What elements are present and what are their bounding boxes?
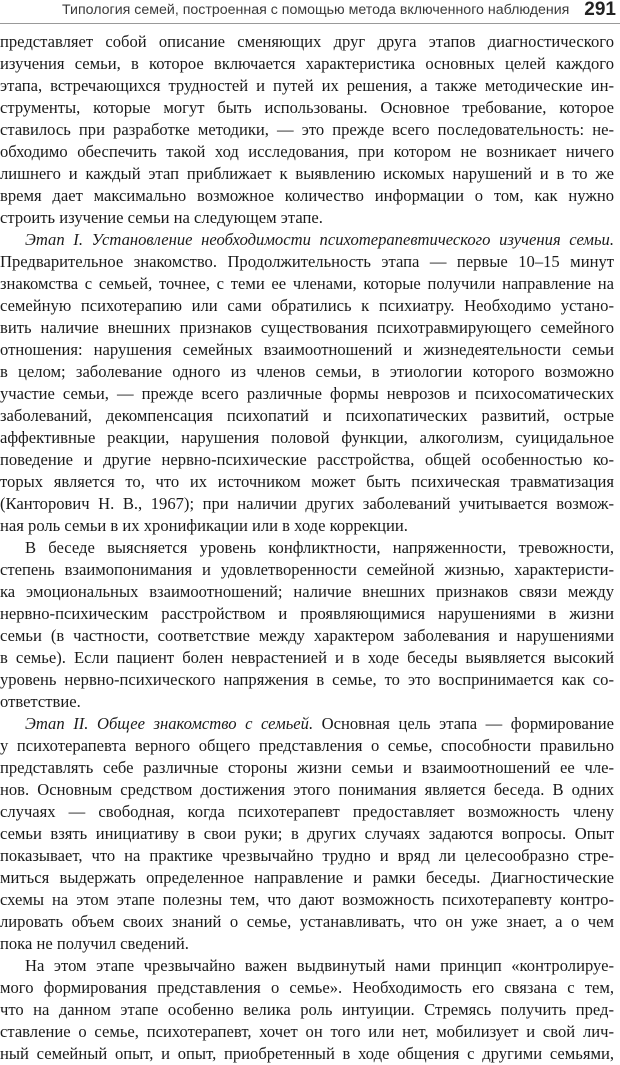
- stage-2-heading: Этап II. Общее знакомство с семьей.: [25, 714, 314, 733]
- text-line: в целом; заболевание одного из членов семьи, в этиологии которого возможно: [0, 362, 614, 381]
- text-line: представлять себе различные стороны жизни семьи и взаимоотношений ее чле-: [0, 758, 614, 777]
- text-line: торых является то, что их источником может быть психическая травматизация: [0, 472, 614, 491]
- text-line: лишнего и каждый этап приближает к выявлению искомых нарушений и в то же: [0, 164, 614, 183]
- text-line: схемы на этом этапе полезны тем, что дают возможность психотерапевту контро-: [0, 890, 614, 909]
- text-line: (Канторович Н. В., 1967); при наличии других заболеваний учитывается возмож-: [0, 494, 614, 513]
- text-line: у психотерапевта верного общего представления о семье, способности правильно: [0, 736, 614, 755]
- text-line: ная роль семьи в их хронификации или в ходе коррекции.: [0, 516, 408, 535]
- text-line: лировать объем своих знаний о семье, устанавливать, что он уже знает, а о чем: [0, 912, 614, 931]
- text-line: ставление о семье, психотерапевт, хочет он того или нет, мобилизует и свой лич-: [0, 1022, 614, 1041]
- text-line: в семье). Если пациент болен неврастенией и в ходе беседы выявляется высокий: [0, 648, 614, 667]
- text-line: строить изучение семьи на следующем этапе.: [0, 208, 323, 227]
- text-line: степень взаимопонимания и удовлетворенности семейной жизнью, характеристи-: [0, 560, 614, 579]
- text-line: В беседе выясняется уровень конфликтности, напряженности, тревожности,: [25, 538, 614, 557]
- text-line: заболеваний, декомпенсация психопатий и психопатических развитий, острые: [0, 406, 614, 425]
- text-line: этапа, встречающихся трудностей и путей их решения, а также методические ин-: [0, 76, 614, 95]
- text-line: ка эмоциональных взаимоотношений; наличие внешних признаков связи между: [0, 582, 614, 601]
- text-line: время дает максимально возможное количество информации о том, как нужно: [0, 186, 614, 205]
- text-line: обходимо обеспечить такой ход исследования, при котором не возникает ничего: [0, 142, 614, 161]
- text-line: показывает, что на практике чрезвычайно трудно и вряд ли целесообразно стре-: [0, 846, 614, 865]
- text-line: аффективные реакции, нарушения половой функции, алкоголизм, суицидальное: [0, 428, 614, 447]
- stage-2-first-line: [0, 713, 614, 735]
- text-line: миться выдержать определенное направление и рамки беседы. Диагностические: [0, 868, 614, 887]
- text-line: мого формирования представления о семье». Необходимость его связана с тем,: [0, 978, 614, 997]
- text-line: ответствие.: [0, 692, 81, 711]
- text-line: представляет собой описание сменяющих друг друга этапов диагностического: [0, 32, 614, 51]
- stage-1-heading: Этап I. Установление необходимости психотерапевтического изучения семьи.: [25, 230, 614, 249]
- running-title: Типология семей, построенная с помощью метода включенного наблюдения: [62, 2, 570, 18]
- page-number: 291: [584, 0, 616, 20]
- text-line: семьи взять инициативу в свои руки; в других случаях задаются вопросы. Опыт: [0, 824, 614, 843]
- text-line: нов. Основным средством достижения этого понимания является беседа. В одних: [0, 780, 614, 799]
- text-line: что на данном этапе особенно велика роль интуиции. Стремясь получить пред-: [0, 1000, 614, 1019]
- text-line: поведение и другие нервно-психические расстройства, общей особенностью ко-: [0, 450, 614, 469]
- text-line: нервно-психическим расстройством и проявляющимися нарушениями в жизни: [0, 604, 614, 623]
- text-line: вить наличие внешних признаков существования психотравмирующего семейного: [0, 318, 614, 337]
- text-line: пока не получил сведений.: [0, 934, 189, 953]
- text-line: уровень нервно-психического напряжения в семье, то это воспринимается как со-: [0, 670, 614, 689]
- page-header: [0, 0, 620, 26]
- text-line: случаях — свободная, когда психотерапевт предоставляет возможность члену: [0, 802, 614, 821]
- text-line: ный семейный опыт, и опыт, приобретенный в ходе общения с другими семьями,: [0, 1044, 614, 1063]
- text-line: знакомства с семьей, точнее, с теми ее членами, которые получили направление на: [0, 274, 614, 293]
- text-line: изучения семьи, в которое включается характеристика основных целей каждого: [0, 54, 614, 73]
- header-rule: [0, 23, 620, 24]
- text-line: ставилось при разработке методики, — это прежде всего последовательность: не-: [0, 120, 614, 139]
- text-line: струменты, которые могут быть использованы. Основное требование, которое: [0, 98, 614, 117]
- text-line: На этом этапе чрезвычайно важен выдвинутый нами принцип «контролируе-: [25, 956, 614, 975]
- text-line: участие семьи, — прежде всего различные формы неврозов и психосоматических: [0, 384, 614, 403]
- text-line: семьи (в частности, соответствие между характером заболевания и нарушениями: [0, 626, 614, 645]
- text-line: семейную психотерапию или сами обратились к психиатру. Необходимо устано-: [0, 296, 614, 315]
- page-body: [0, 31, 614, 1065]
- text-line: отношения: нарушения семейных взаимоотношений и жизнедеятельности семьи: [0, 340, 614, 359]
- text-fragment: Основная цель этапа — формирование: [321, 714, 614, 733]
- text-line: Предварительное знакомство. Продолжительность этапа — первые 10–15 минут: [0, 252, 614, 271]
